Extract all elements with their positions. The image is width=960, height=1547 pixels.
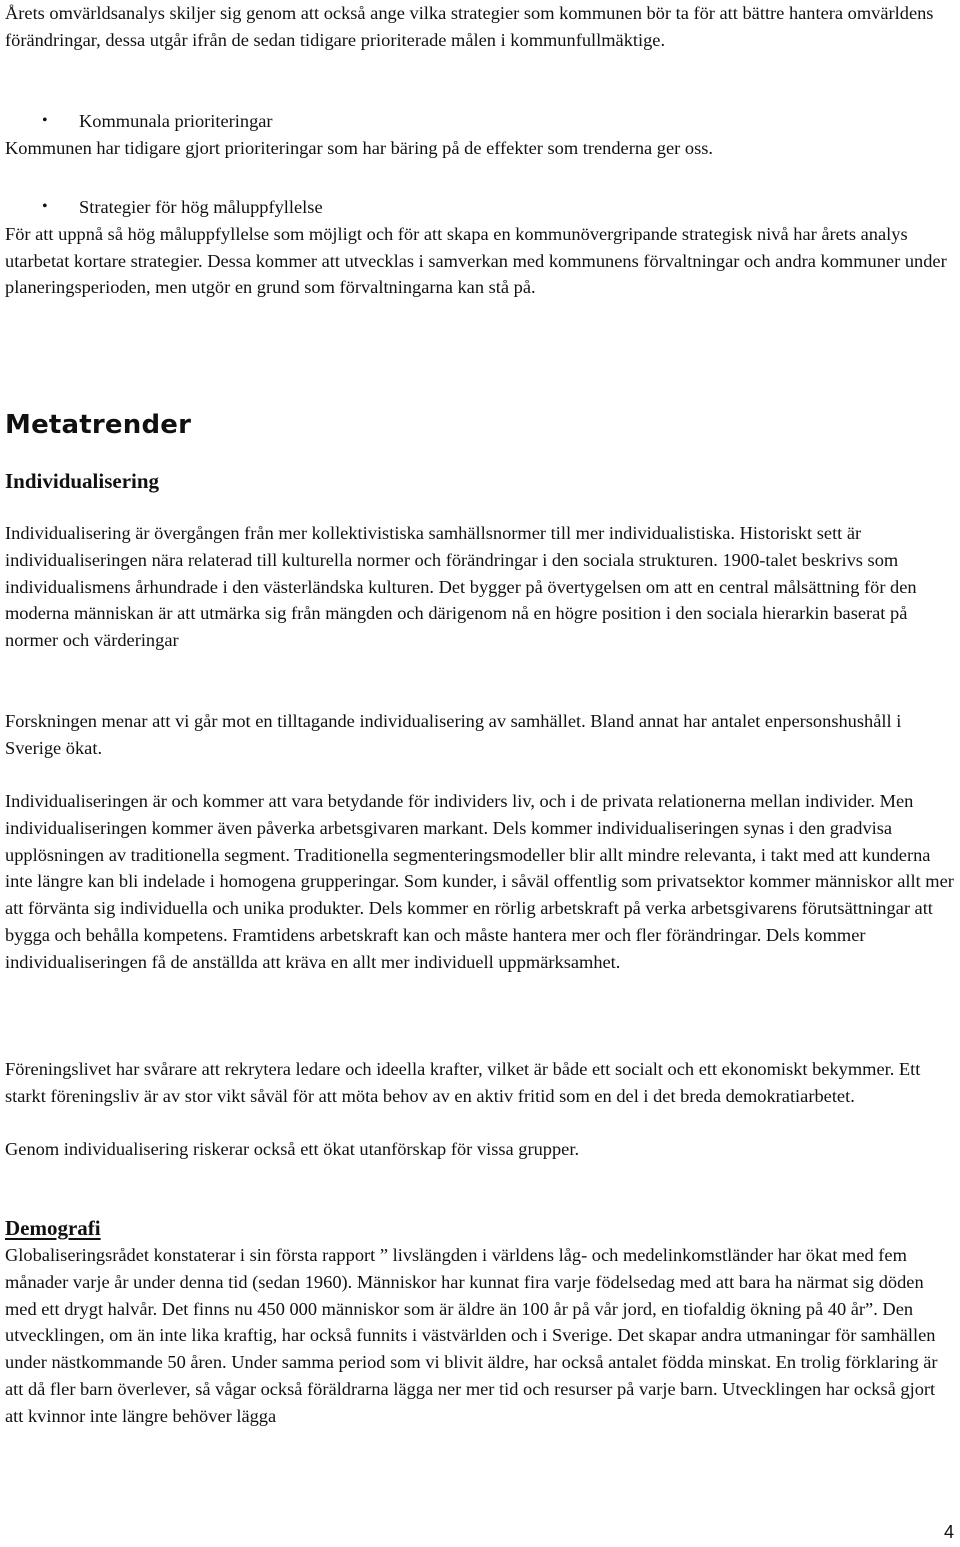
bullet-strategier — [5, 194, 955, 301]
heading-demografi: Demografi — [5, 1216, 101, 1240]
individualisering-paragraph-1: Individualisering är övergången från mer kollektivistiska samhällsnormer till mer individualistiska. Historiskt sett är individualiseringen nära relaterad till kulturella normer och förändringar i den sociala strukturen. 1900-talet beskrivs som individualismens århundrade i den västerländska kulturen. Det bygger på övertygelsen om att en central målsättning för den moderna människan är att utmärka sig från mängden och därigenom nå en högre position i den sociala hierarkin baserat på normer och värderingar — [5, 523, 917, 651]
bullet-kommunala-prioriteringar — [5, 108, 955, 162]
individualisering-paragraph-4: Föreningslivet har svårare att rekrytera ledare och ideella krafter, vilket är både ett socialt och ett ekonomiskt bekymmer. Ett starkt föreningsliv är av stor vikt såväl för att möta behov av en aktiv fritid som en del i det breda demokratiarbetet. — [5, 1059, 921, 1106]
bullet-title — [5, 194, 955, 221]
heading-metatrender: Metatrender — [5, 410, 192, 440]
bullet-icon: • — [42, 112, 48, 129]
page-number: 4 — [943, 1522, 954, 1542]
individualisering-paragraph-2: Forskningen menar att vi går mot en tilltagande individualisering av samhället. Bland annat har antalet enpersonshushåll i Sverige ökat. — [5, 711, 902, 758]
bullet-icon: • — [42, 198, 48, 215]
bullet-text: För att uppnå så hög måluppfyllelse som möjligt och för att skapa en kommunövergripande strategisk nivå har årets analys utarbetat kortare strategier. Dessa kommer att utvecklas i samverkan med kommunens förvaltningar och andra kommuner under planeringsperioden, men utgör en grund som förvaltningarna kan stå på. — [5, 223, 947, 298]
bullet-text: Kommunen har tidigare gjort prioriteringar som har bäring på de effekter som trenderna ger oss. — [5, 137, 713, 158]
bullet-title-text: Kommunala prioriteringar — [79, 111, 273, 131]
individualisering-paragraph-5: Genom individualisering riskerar också ett ökat utanförskap för vissa grupper. — [5, 1139, 580, 1159]
individualisering-paragraph-3: Individualiseringen är och kommer att vara betydande för individers liv, och i de privata relationerna mellan individer. Men individualiseringen kommer även påverka arbetsgivaren markant. Dels kommer individualiseringen synas i den gradvisa upplösningen av traditionella segment. Traditionella segmenteringsmodeller blir allt mindre relevanta, i takt med att kunderna inte längre kan bli indelade i homogena grupperingar. Som kunder, i såväl offentlig som privatsektor kommer människor allt mer att förvänta sig individuella och unika produkter. Dels kommer en rörlig arbetskraft på verka arbetsgivarens förutsättningar att bygga och behålla kompetens. Framtidens arbetskraft kan och måste hantera mer och fler förändringar. Dels kommer individualiseringen få de anställda att kräva en allt mer individuell uppmärksamhet. — [5, 791, 954, 972]
bullet-title-text: Strategier för hög måluppfyllelse — [79, 197, 323, 217]
intro-paragraph: Årets omvärldsanalys skiljer sig genom att också ange vilka strategier som kommunen bör ta för att bättre hantera omvärldens förändringar, dessa utgår ifrån de sedan tidigare prioriterade målen i kommunfullmäktige. — [5, 3, 934, 50]
heading-individualisering: Individualisering — [5, 469, 160, 493]
bullet-title — [5, 108, 955, 135]
demografi-paragraph: Globaliseringsrådet konstaterar i sin första rapport ” livslängden i världens låg- och medelinkomstländer har ökat med fem månader varje år under denna tid (sedan 1960). Människor har kunnat fira varje födelsedag med att bara ha närmat sig döden med ett drygt halvår. Det finns nu 450 000 människor som är äldre än 100 år på vår jord, en tiofaldig ökning på 40 år”. Den utvecklingen, om än inte lika kraftig, har också funnits i västvärlden och i Sverige. Det skapar andra utmaningar för samhällen under nästkommande 50 åren. Under samma period som vi blivit äldre, har också antalet födda minskat. En trolig förklaring är att då fler barn överlever, så vågar också föräldrarna lägga ner mer tid och resurser på varje barn. Utvecklingen har också gjort att kvinnor inte längre behöver lägga — [5, 1245, 938, 1426]
